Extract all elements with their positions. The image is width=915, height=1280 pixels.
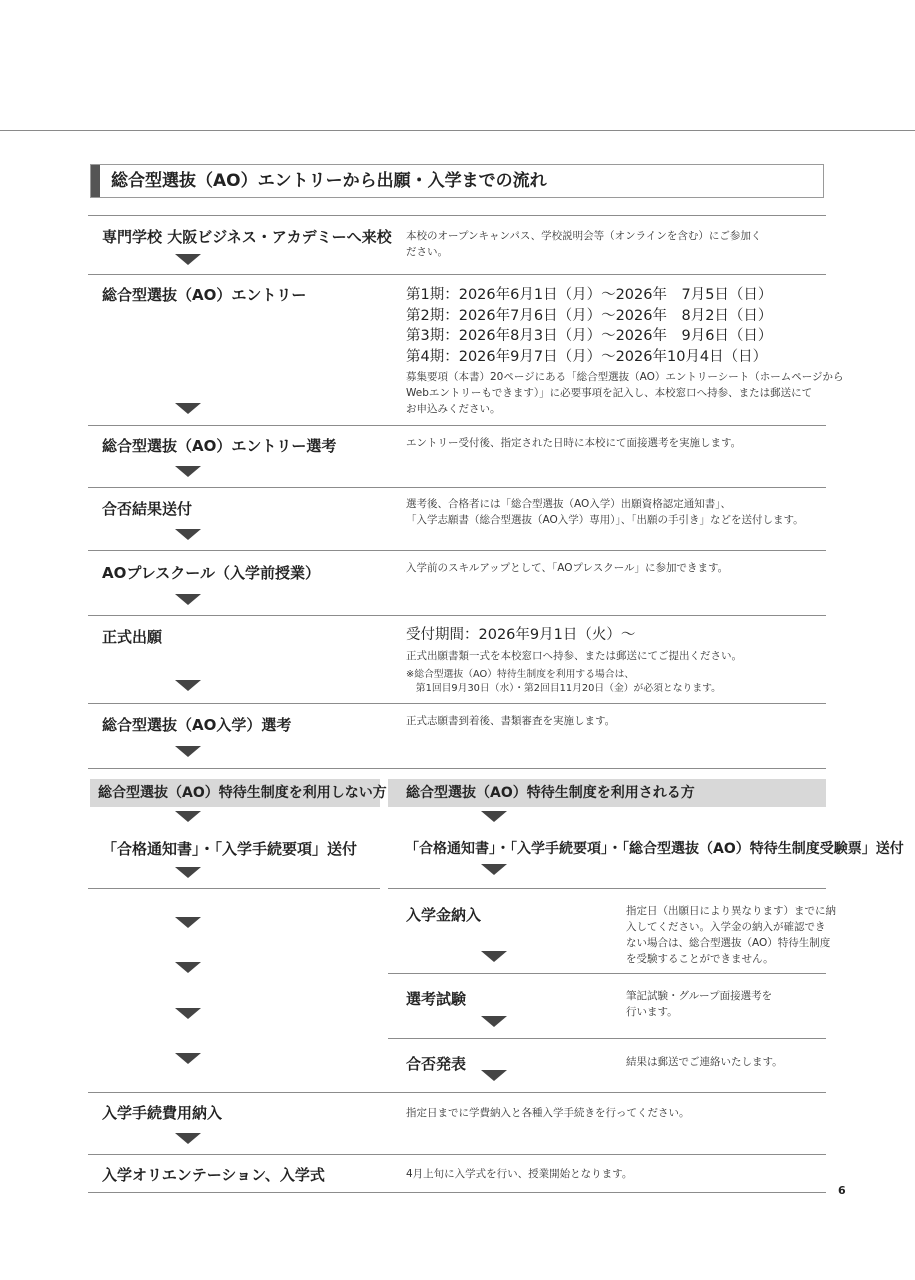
step-desc-orientation: 4月上旬に入学式を行い、授業開始となります。 xyxy=(406,1168,633,1180)
down-arrow-icon xyxy=(175,1053,201,1064)
branch-head-right: 総合型選抜（AO）特待生制度を利用される方 xyxy=(388,779,826,807)
divider xyxy=(88,487,826,488)
divider xyxy=(88,615,826,616)
title-accent-bar xyxy=(91,165,100,197)
divider xyxy=(88,274,826,275)
step-desc-entry-selection: エントリー受付後、指定された日時に本校にて面接選考を実施します。 xyxy=(406,437,742,449)
down-arrow-icon xyxy=(481,811,507,822)
down-arrow-icon xyxy=(175,403,201,414)
down-arrow-icon xyxy=(175,811,201,822)
step-label-orientation: 入学オリエンテーション、入学式 xyxy=(102,1166,325,1184)
right-step-label-exam: 選考試験 xyxy=(406,990,467,1008)
down-arrow-icon xyxy=(175,962,201,973)
down-arrow-icon xyxy=(481,864,507,875)
down-arrow-icon xyxy=(175,254,201,265)
step-desc-ao-selection: 正式志願書到着後、書類審査を実施します。 xyxy=(406,715,616,727)
page-number: 6 xyxy=(838,1184,846,1197)
divider xyxy=(88,1192,826,1193)
step-desc-preschool: 入学前のスキルアップとして、「AOプレスクール」に参加できます。 xyxy=(406,562,729,574)
step-label-entry-selection: 総合型選抜（AO）エントリー選考 xyxy=(102,437,337,455)
divider-right xyxy=(388,1038,826,1039)
down-arrow-icon xyxy=(175,466,201,477)
divider xyxy=(88,1154,826,1155)
entry-periods: 第1期：2026年6月1日（月）～2026年 7月5日（日） 第2期：2026年7月6日（月）～2026年 8月2日（日） 第3期：2026年8月3日（月）～2026年 9月6日（日） 第4期：2026年9月7日（月）～2026年10月4日（日） xyxy=(406,287,773,365)
step-label-entry: 総合型選抜（AO）エントリー xyxy=(102,286,307,304)
divider xyxy=(88,550,826,551)
down-arrow-icon xyxy=(175,917,201,928)
down-arrow-icon xyxy=(175,680,201,691)
down-arrow-icon xyxy=(481,1070,507,1081)
step-label-procedure-fee: 入学手続費用納入 xyxy=(102,1104,223,1122)
down-arrow-icon xyxy=(175,746,201,757)
right-step-label-fee: 入学金納入 xyxy=(406,906,482,924)
down-arrow-icon xyxy=(175,1133,201,1144)
down-arrow-icon xyxy=(175,867,201,878)
step-label-ao-selection: 総合型選抜（AO入学）選考 xyxy=(102,716,292,734)
step-desc-application: 正式出願書類一式を本校窓口へ持参、または郵送にてご提出ください。 xyxy=(406,650,742,662)
step-label-application: 正式出願 xyxy=(102,628,163,646)
divider xyxy=(88,703,826,704)
down-arrow-icon xyxy=(175,1008,201,1019)
right-send-label: 「合格通知書」・「入学手続要項」・「総合型選抜（AO）特待生制度受験票」送付 xyxy=(405,841,904,857)
divider xyxy=(88,215,826,216)
step-desc-result: 選考後、合格者には「総合型選抜（AO入学）出願資格認定通知書」、 「入学志願書（総合型選抜（AO入学）専用）」、「出願の手引き」などを送付します。 xyxy=(406,498,804,526)
page-title: 総合型選抜（AO）エントリーから出願・入学までの流れ xyxy=(111,171,547,191)
down-arrow-icon xyxy=(481,951,507,962)
divider-right xyxy=(388,888,826,889)
down-arrow-icon xyxy=(175,594,201,605)
section-title-box xyxy=(90,164,824,198)
right-step-desc-fee: 指定日（出願日により異なります）までに納 入してください。入学金の納入が確認でき ない場合は、総合型選抜（AO）特待生制度 を受験することができません。 xyxy=(626,905,836,965)
divider xyxy=(88,425,826,426)
divider-left xyxy=(88,888,380,889)
application-period: 受付期間：2026年9月1日（火）～ xyxy=(406,627,636,643)
application-note: ※総合型選抜（AO）特待生制度を利用する場合は、 第1回目9月30日（水）・第2回目11月20日（金）が必須となります。 xyxy=(406,669,721,694)
step-label-visit: 専門学校 大阪ビジネス・アカデミーへ来校 xyxy=(102,228,392,246)
branch-head-left: 総合型選抜（AO）特待生制度を利用しない方 xyxy=(90,779,380,807)
right-step-desc-exam: 筆記試験・グループ面接選考を 行います。 xyxy=(626,990,773,1018)
down-arrow-icon xyxy=(481,1016,507,1027)
left-send-label: 「合格通知書」・「入学手続要項」送付 xyxy=(102,840,358,858)
step-label-result: 合否結果送付 xyxy=(102,500,193,518)
step-desc-procedure-fee: 指定日までに学費納入と各種入学手続きを行ってください。 xyxy=(406,1107,690,1119)
top-rule xyxy=(0,130,915,131)
divider xyxy=(88,768,826,769)
divider-right xyxy=(388,973,826,974)
down-arrow-icon xyxy=(175,529,201,540)
step-label-preschool: AOプレスクール（入学前授業） xyxy=(102,564,321,582)
step-desc-entry: 募集要項（本書）20ページにある「総合型選抜（AO）エントリーシート（ホームページから Webエントリーもできます）」に必要事項を記入し、本校窓口へ持参、または郵送にて お申込みください。 xyxy=(406,371,844,415)
right-step-desc-result: 結果は郵送でご連絡いたします。 xyxy=(626,1056,783,1068)
step-desc-visit: 本校のオープンキャンパス、学校説明会等（オンラインを含む）にご参加く ださい。 xyxy=(406,230,762,258)
divider xyxy=(88,1092,826,1093)
right-step-label-result: 合否発表 xyxy=(406,1055,467,1073)
